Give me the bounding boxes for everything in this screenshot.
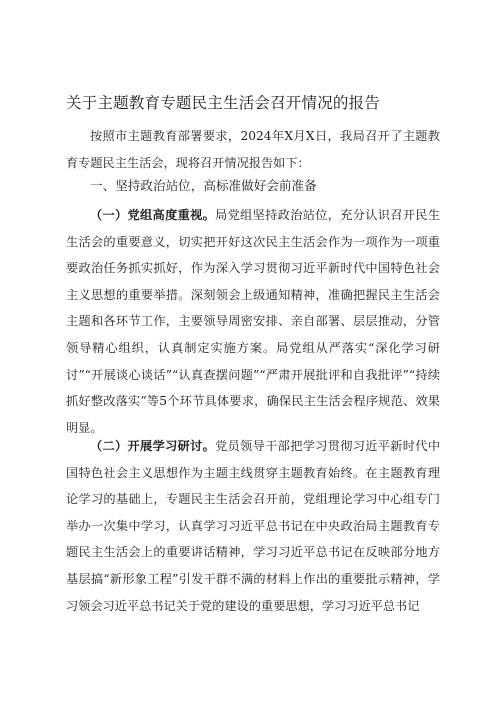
intro-paragraph: 按照市主题教育部署要求，2024年X月X日，我局召开了主题教育专题民主生活会，现将召开情况报告如下： — [66, 129, 440, 170]
paragraph-2-text: 党员领导干部把学习贯彻习近平新时代中国特色社会主义思想作为主题主线贯穿主题教育始终。在主题教育理论学习的基础上，专题民主生活会召开前，党组理论学习中心组专门举办一次集中学习，认真学习习近平总书记在中央政治局主题教育专题民主生活会上的重要讲话精神，学习习近平总书记在反映部分地方基层搞“新形象工程”引发干群不满的材料上作出的重要批示精神，学习领会习近平总书记关于党的建设的重要思想，学习习近平总书记 — [66, 439, 441, 613]
document-title: 关于主题教育专题民主生活会召开情况的报告 — [66, 94, 381, 112]
paragraph-2 — [66, 433, 440, 619]
paragraph-1-text: 局党组坚持政治站位，充分认识召开民生生活会的重要意义，切实把开好这次民主生活会作为一项作为一项重要政治任务抓实抓好，作为深入学习贯彻习近平新时代中国特色社会主义思想的重要举措。深刻领会上级通知精神，准确把握民主生活会主题和各环节工作，主要领导周密安排、亲自部署、层层推动，分管领导精心组织，认真制定实施方案。局党组从严落实“深化学习研讨”“开展谈心谈话”“认真查摆问题”“严肃开展批评和自我批评”“持续抓好整改落实”等5个环节具体要求，确保民主生活会程序规范、效果明显。 — [66, 208, 441, 435]
paragraph-2-lead: （二）开展学习研讨。 — [90, 439, 216, 453]
paragraph-1 — [66, 202, 440, 441]
paragraph-1-lead: （一）党组高度重视。 — [90, 208, 216, 222]
section-heading-1: 一、坚持政治站位，高标准做好会前准备 — [90, 178, 317, 193]
